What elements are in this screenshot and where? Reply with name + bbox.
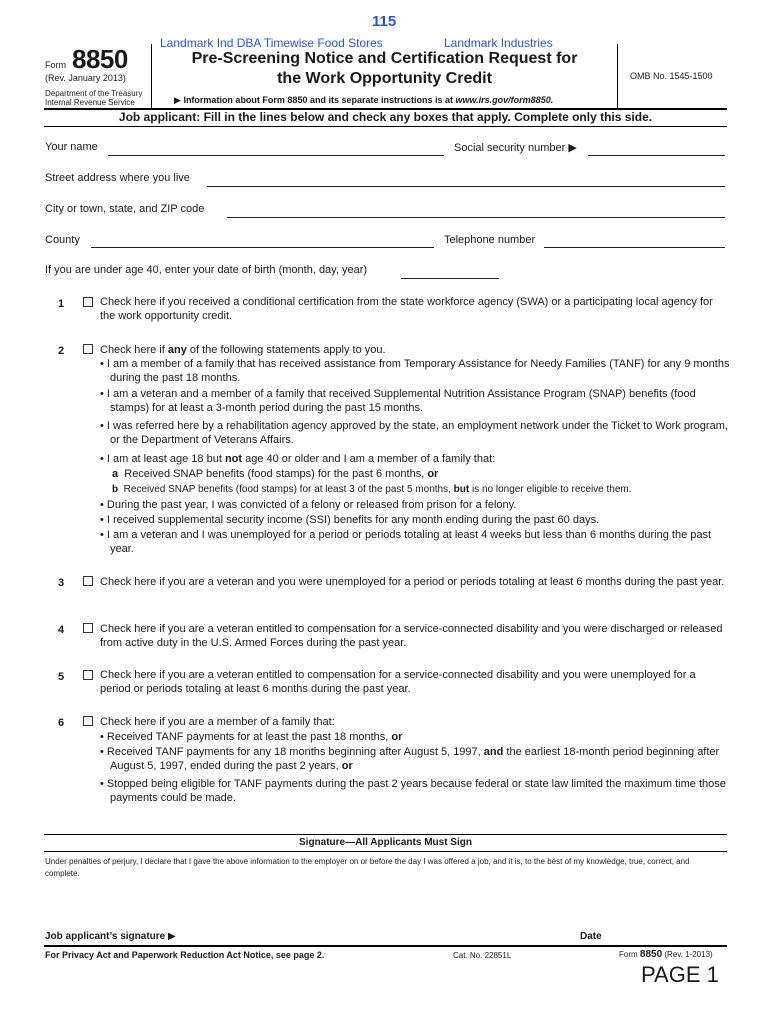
item-2-sub-a: a Received SNAP benefits (food stamps) for the past 6 months, or <box>112 468 439 480</box>
item-2-bullet-age-18-40: • I am at least age 18 but not age 40 or older and I am a member of a family that: <box>100 453 496 465</box>
county-label: County <box>45 234 80 246</box>
form-number: 8850 <box>72 44 128 74</box>
item-6-bullet-stopped-eligible: • Stopped being eligible for TANF payments during the past 2 years because federal or state law limited the maximum time those payments could be made. <box>100 778 726 804</box>
info-url[interactable]: www.irs.gov/form8850. <box>455 95 554 105</box>
form-title-line-1: Pre-Screening Notice and Certification Request for <box>191 50 578 67</box>
item-1-text: Check here if you received a conditional certification from the state workforce agency (SWA) or a participating local agency for the work opportunity credit. <box>100 296 713 322</box>
applicant-instructions: Job applicant: Fill in the lines below and check any boxes that apply. Complete only this side. <box>118 110 653 124</box>
catalog-number: Cat. No. 22851L <box>453 951 512 960</box>
applicant-signature-label: Job applicant’s signature ▶ <box>45 931 176 942</box>
county-field[interactable] <box>91 247 434 248</box>
telephone-label: Telephone number <box>444 234 536 246</box>
item-4-number: 4 <box>58 624 65 636</box>
item-5-checkbox[interactable] <box>83 670 93 680</box>
item-2-bullet-snap-veteran: • I am a veteran and a member of a family that received Supplemental Nutrition Assistance Program (SNAP) benefits (food stamps) for at least a 3-month period during the past 15 months. <box>100 388 696 414</box>
item-1-number: 1 <box>58 298 65 310</box>
item-5-text: Check here if you are a veteran entitled to compensation for a service-connected disability and you were unemployed for a period or periods totaling at least 6 months during the past year. <box>100 669 696 695</box>
item-2-checkbox[interactable] <box>83 344 93 354</box>
your-name-label: Your name <box>45 141 98 153</box>
item-6-bullet-18-months: • Received TANF payments for at least the past 18 months, or <box>100 731 403 743</box>
item-3-text: Check here if you are a veteran and you were unemployed for a period or periods totaling at least 6 months during the past year. <box>100 576 725 588</box>
perjury-statement: Under penalties of perjury, I declare that I gave the above information to the employer on or before the day I was offered a job, and it is, to the best of my knowledge, true, correct, and complete. <box>45 857 690 878</box>
item-4-checkbox[interactable] <box>83 623 93 633</box>
info-text: Information about Form 8850 and its separate instructions is at <box>183 95 456 105</box>
instructions-bottom-rule <box>44 126 727 127</box>
city-state-zip-label: City or town, state, and ZIP code <box>45 203 205 215</box>
department-line-2: Internal Revenue Service <box>45 98 135 107</box>
signature-header: Signature—All Applicants Must Sign <box>299 837 472 848</box>
item-2-bullet-veteran-unemployed: • I am a veteran and I was unemployed for a period or periods totaling at least 4 weeks but less than 6 months during the past year. <box>100 529 712 555</box>
date-of-birth-field[interactable] <box>401 278 499 279</box>
page-stamp: PAGE 1 <box>641 962 719 987</box>
header-divider-right <box>617 44 618 108</box>
signature-bottom-rule <box>44 945 727 947</box>
item-6-checkbox[interactable] <box>83 716 93 726</box>
employer-name-right: Landmark Industries <box>444 36 553 50</box>
ssn-field[interactable] <box>588 155 725 156</box>
item-2-sub-b: b Received SNAP benefits (food stamps) for at least 3 of the past 5 months, but is no longer eligible to receive them. <box>112 484 632 495</box>
form-title-line-2: the Work Opportunity Credit <box>277 70 492 87</box>
form-label: Form <box>45 60 66 70</box>
department-line-1: Department of the Treasury <box>45 89 143 98</box>
top-number: 115 <box>372 13 397 30</box>
street-address-label: Street address where you live <box>45 172 190 184</box>
city-state-zip-field[interactable] <box>227 217 725 218</box>
item-4-text: Check here if you are a veteran entitled to compensation for a service-connected disability and you were discharged or released from active duty in the U.S. Armed Forces during the past year. <box>100 623 723 649</box>
your-name-field[interactable] <box>108 155 444 156</box>
item-6-lead: Check here if you are a member of a family that: <box>100 716 335 728</box>
item-6-number: 6 <box>58 717 65 729</box>
privacy-act-notice: For Privacy Act and Paperwork Reduction Act Notice, see page 2. <box>45 950 325 960</box>
signature-header-bottom-rule <box>44 851 727 852</box>
info-line <box>174 95 553 106</box>
omb-number: OMB No. 1545-1500 <box>630 71 713 81</box>
item-2-bullet-rehabilitation: • I was referred here by a rehabilitation agency approved by the state, an employment network under the Ticket to Work program, or the Department of Veterans Affairs. <box>100 420 728 446</box>
item-2-bullet-ssi: • I received supplemental security income (SSI) benefits for any month ending during the past 60 days. <box>100 514 600 526</box>
ssn-label: Social security number ▶ <box>454 142 577 154</box>
signature-date-label: Date <box>580 931 602 942</box>
item-2-lead: Check here if any of the following statements apply to you. <box>100 344 386 356</box>
telephone-field[interactable] <box>544 247 725 248</box>
signature-top-rule <box>44 834 727 835</box>
item-2-bullet-felony: • During the past year, I was convicted of a felony or released from prison for a felony. <box>100 499 517 511</box>
item-1-checkbox[interactable] <box>83 297 93 307</box>
item-6-bullet-after-1997: • Received TANF payments for any 18 months beginning after August 5, 1997, and the earliest 18-month period beginning after August 5, 1997, ended during the past 2 years, or <box>100 746 720 772</box>
date-of-birth-label: If you are under age 40, enter your date of birth (month, day, year) <box>45 264 368 276</box>
item-5-number: 5 <box>58 671 65 683</box>
item-2-number: 2 <box>58 345 65 357</box>
item-2-bullet-tanf: • I am a member of a family that has received assistance from Temporary Assistance for Needy Families (TANF) for any 9 months during the past 18 months. <box>100 358 730 384</box>
item-3-number: 3 <box>58 577 65 589</box>
item-3-checkbox[interactable] <box>83 576 93 586</box>
form-title <box>152 49 617 89</box>
footer-form-id: Form 8850 (Rev. 1-2013) <box>619 949 713 960</box>
street-address-field[interactable] <box>207 186 725 187</box>
arrow-right-icon: ▶ <box>174 95 181 105</box>
employer-name-left: Landmark Ind DBA Timewise Food Stores <box>160 36 383 50</box>
revision-date: (Rev. January 2013) <box>45 73 126 83</box>
